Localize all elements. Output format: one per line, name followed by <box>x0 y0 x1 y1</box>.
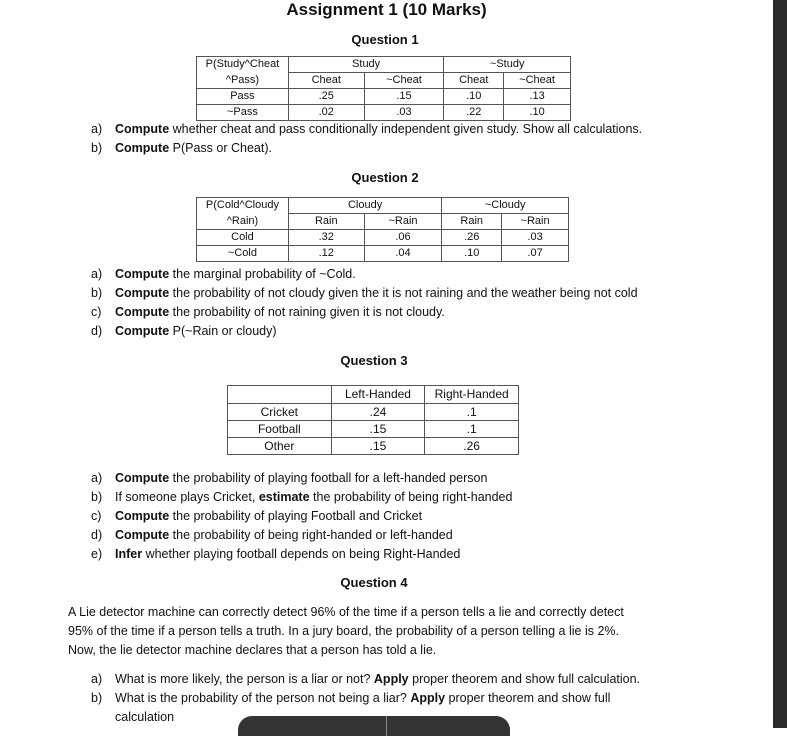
item-keyword: Apply <box>410 691 446 705</box>
column-header: Right-Handed <box>425 386 519 404</box>
group-header: Cloudy <box>288 198 441 214</box>
item-marker: b) <box>91 490 103 504</box>
list-item <box>91 139 771 158</box>
column-header: Cheat <box>444 73 504 89</box>
table-cell: .03 <box>502 230 569 246</box>
question-2-list <box>91 265 771 341</box>
list-item <box>91 708 771 727</box>
list-item <box>91 488 771 507</box>
row-label: Cold <box>197 230 289 246</box>
item-marker: b) <box>91 286 103 300</box>
row-label: Cricket <box>228 404 332 421</box>
item-text: proper theorem and show full <box>445 691 611 705</box>
column-header: Cheat <box>288 73 364 89</box>
item-text: the marginal probability of ~Cold. <box>169 267 356 281</box>
table-cell: .25 <box>288 89 364 105</box>
item-keyword: estimate <box>258 490 310 504</box>
item-keyword: Compute <box>115 141 170 155</box>
item-text: the probability of being right-handed <box>309 490 513 504</box>
item-keyword: Compute <box>115 267 170 281</box>
table-cell: .04 <box>364 246 442 262</box>
item-marker: b) <box>91 141 103 155</box>
item-text: the probability of being right-handed or left-handed <box>169 528 453 542</box>
list-item <box>91 303 771 322</box>
column-header: ~Rain <box>502 214 569 230</box>
question-3-list <box>91 469 771 564</box>
table-cell: .1 <box>425 404 519 421</box>
item-prefix: If someone plays Cricket, <box>115 490 259 504</box>
table-cell: .10 <box>504 105 571 121</box>
table-row <box>197 230 569 246</box>
item-marker: a) <box>91 471 103 485</box>
paragraph-line: A Lie detector machine can correctly detect 96% of the time if a person tells a lie and correctly detect <box>68 605 624 619</box>
table-cell: .32 <box>288 230 364 246</box>
list-item <box>91 322 771 341</box>
table-cell: .26 <box>442 230 502 246</box>
item-marker: a) <box>91 122 103 136</box>
item-keyword: Compute <box>115 286 170 300</box>
list-item <box>91 120 771 139</box>
table-corner: ^Pass) <box>197 73 289 89</box>
item-marker: d) <box>91 528 103 542</box>
table-cell: .22 <box>444 105 504 121</box>
question-2-heading: Question 2 <box>351 170 419 185</box>
group-header: ~Study <box>444 57 571 73</box>
item-text: the probability of not cloudy given the it is not raining and the weather being not cold <box>169 286 638 300</box>
item-keyword: Apply <box>373 672 409 686</box>
table-cell: .10 <box>444 89 504 105</box>
item-text: What is the probability of the person not being a liar? <box>115 691 411 705</box>
column-header: Rain <box>288 214 364 230</box>
item-marker: a) <box>91 672 103 686</box>
item-keyword: Compute <box>115 528 170 542</box>
table-cell: .10 <box>442 246 502 262</box>
item-marker: e) <box>91 547 103 561</box>
row-label: ~Pass <box>197 105 289 121</box>
page-title: Assignment 1 (10 Marks) <box>286 0 487 19</box>
item-continuation: calculation <box>115 710 175 724</box>
row-label: Football <box>228 421 332 438</box>
question-3-table <box>227 385 519 455</box>
item-marker: d) <box>91 324 103 338</box>
item-keyword: Compute <box>115 509 170 523</box>
question-4-heading: Question 4 <box>340 575 408 590</box>
table-cell: .15 <box>331 421 425 438</box>
table-corner: ^Rain) <box>197 214 289 230</box>
table-corner: P(Study^Cheat <box>197 57 289 73</box>
question-3-heading: Question 3 <box>340 353 408 368</box>
row-label: Other <box>228 438 332 455</box>
table-cell: .1 <box>425 421 519 438</box>
question-1-heading: Question 1 <box>351 32 419 47</box>
table-cell: .02 <box>288 105 364 121</box>
question-4-paragraph <box>68 603 688 660</box>
table-cell: .26 <box>425 438 519 455</box>
table-row <box>228 421 519 438</box>
item-marker: a) <box>91 267 103 281</box>
scrollbar[interactable] <box>773 0 787 728</box>
table-cell: .15 <box>331 438 425 455</box>
item-marker: c) <box>91 509 102 523</box>
table-cell: .07 <box>502 246 569 262</box>
item-text: the probability of playing football for a left-handed person <box>169 471 488 485</box>
column-header: ~Rain <box>364 214 442 230</box>
item-text: proper theorem and show full calculation. <box>408 672 641 686</box>
group-header: ~Cloudy <box>442 198 569 214</box>
list-item <box>91 670 771 689</box>
item-keyword: Infer <box>115 547 143 561</box>
table-row <box>228 404 519 421</box>
question-1-table <box>196 56 571 121</box>
table-corner <box>228 386 332 404</box>
item-text: whether cheat and pass conditionally independent given study. Show all calculations. <box>169 122 643 136</box>
row-label: Pass <box>197 89 289 105</box>
item-keyword: Compute <box>115 324 170 338</box>
question-2-table <box>196 197 569 262</box>
table-row <box>197 246 569 262</box>
table-cell: .24 <box>331 404 425 421</box>
item-marker: b) <box>91 691 103 705</box>
table-cell: .13 <box>504 89 571 105</box>
list-item <box>91 689 771 708</box>
item-keyword: Compute <box>115 122 170 136</box>
column-header: Left-Handed <box>331 386 425 404</box>
item-keyword: Compute <box>115 471 170 485</box>
list-item <box>91 265 771 284</box>
table-cell: .03 <box>364 105 444 121</box>
item-text: P(Pass or Cheat). <box>169 141 272 155</box>
table-cell: .15 <box>364 89 444 105</box>
item-text: the probability of not raining given it is not cloudy. <box>169 305 445 319</box>
list-item <box>91 284 771 303</box>
table-corner: P(Cold^Cloudy <box>197 198 289 214</box>
column-header: ~Cheat <box>504 73 571 89</box>
column-header: ~Cheat <box>364 73 444 89</box>
list-item <box>91 469 771 488</box>
item-text: P(~Rain or cloudy) <box>169 324 277 338</box>
column-header: Rain <box>442 214 502 230</box>
list-item <box>91 526 771 545</box>
table-row <box>197 105 571 121</box>
table-row <box>197 89 571 105</box>
item-keyword: Compute <box>115 305 170 319</box>
group-header: Study <box>288 57 443 73</box>
question-1-list <box>91 120 771 158</box>
list-item <box>91 545 771 564</box>
table-cell: .12 <box>288 246 364 262</box>
item-text: whether playing football depends on being Right-Handed <box>142 547 461 561</box>
table-cell: .06 <box>364 230 442 246</box>
list-item <box>91 507 771 526</box>
paragraph-line: 95% of the time if a person tells a truth. In a jury board, the probability of a person telling a lie is 2%. <box>68 624 619 638</box>
item-text: What is more likely, the person is a liar or not? <box>115 672 374 686</box>
row-label: ~Cold <box>197 246 289 262</box>
item-marker: c) <box>91 305 102 319</box>
paragraph-line: Now, the lie detector machine declares that a person has told a lie. <box>68 643 437 657</box>
question-4-list <box>91 670 771 727</box>
table-row <box>228 438 519 455</box>
item-text: the probability of playing Football and Cricket <box>169 509 423 523</box>
